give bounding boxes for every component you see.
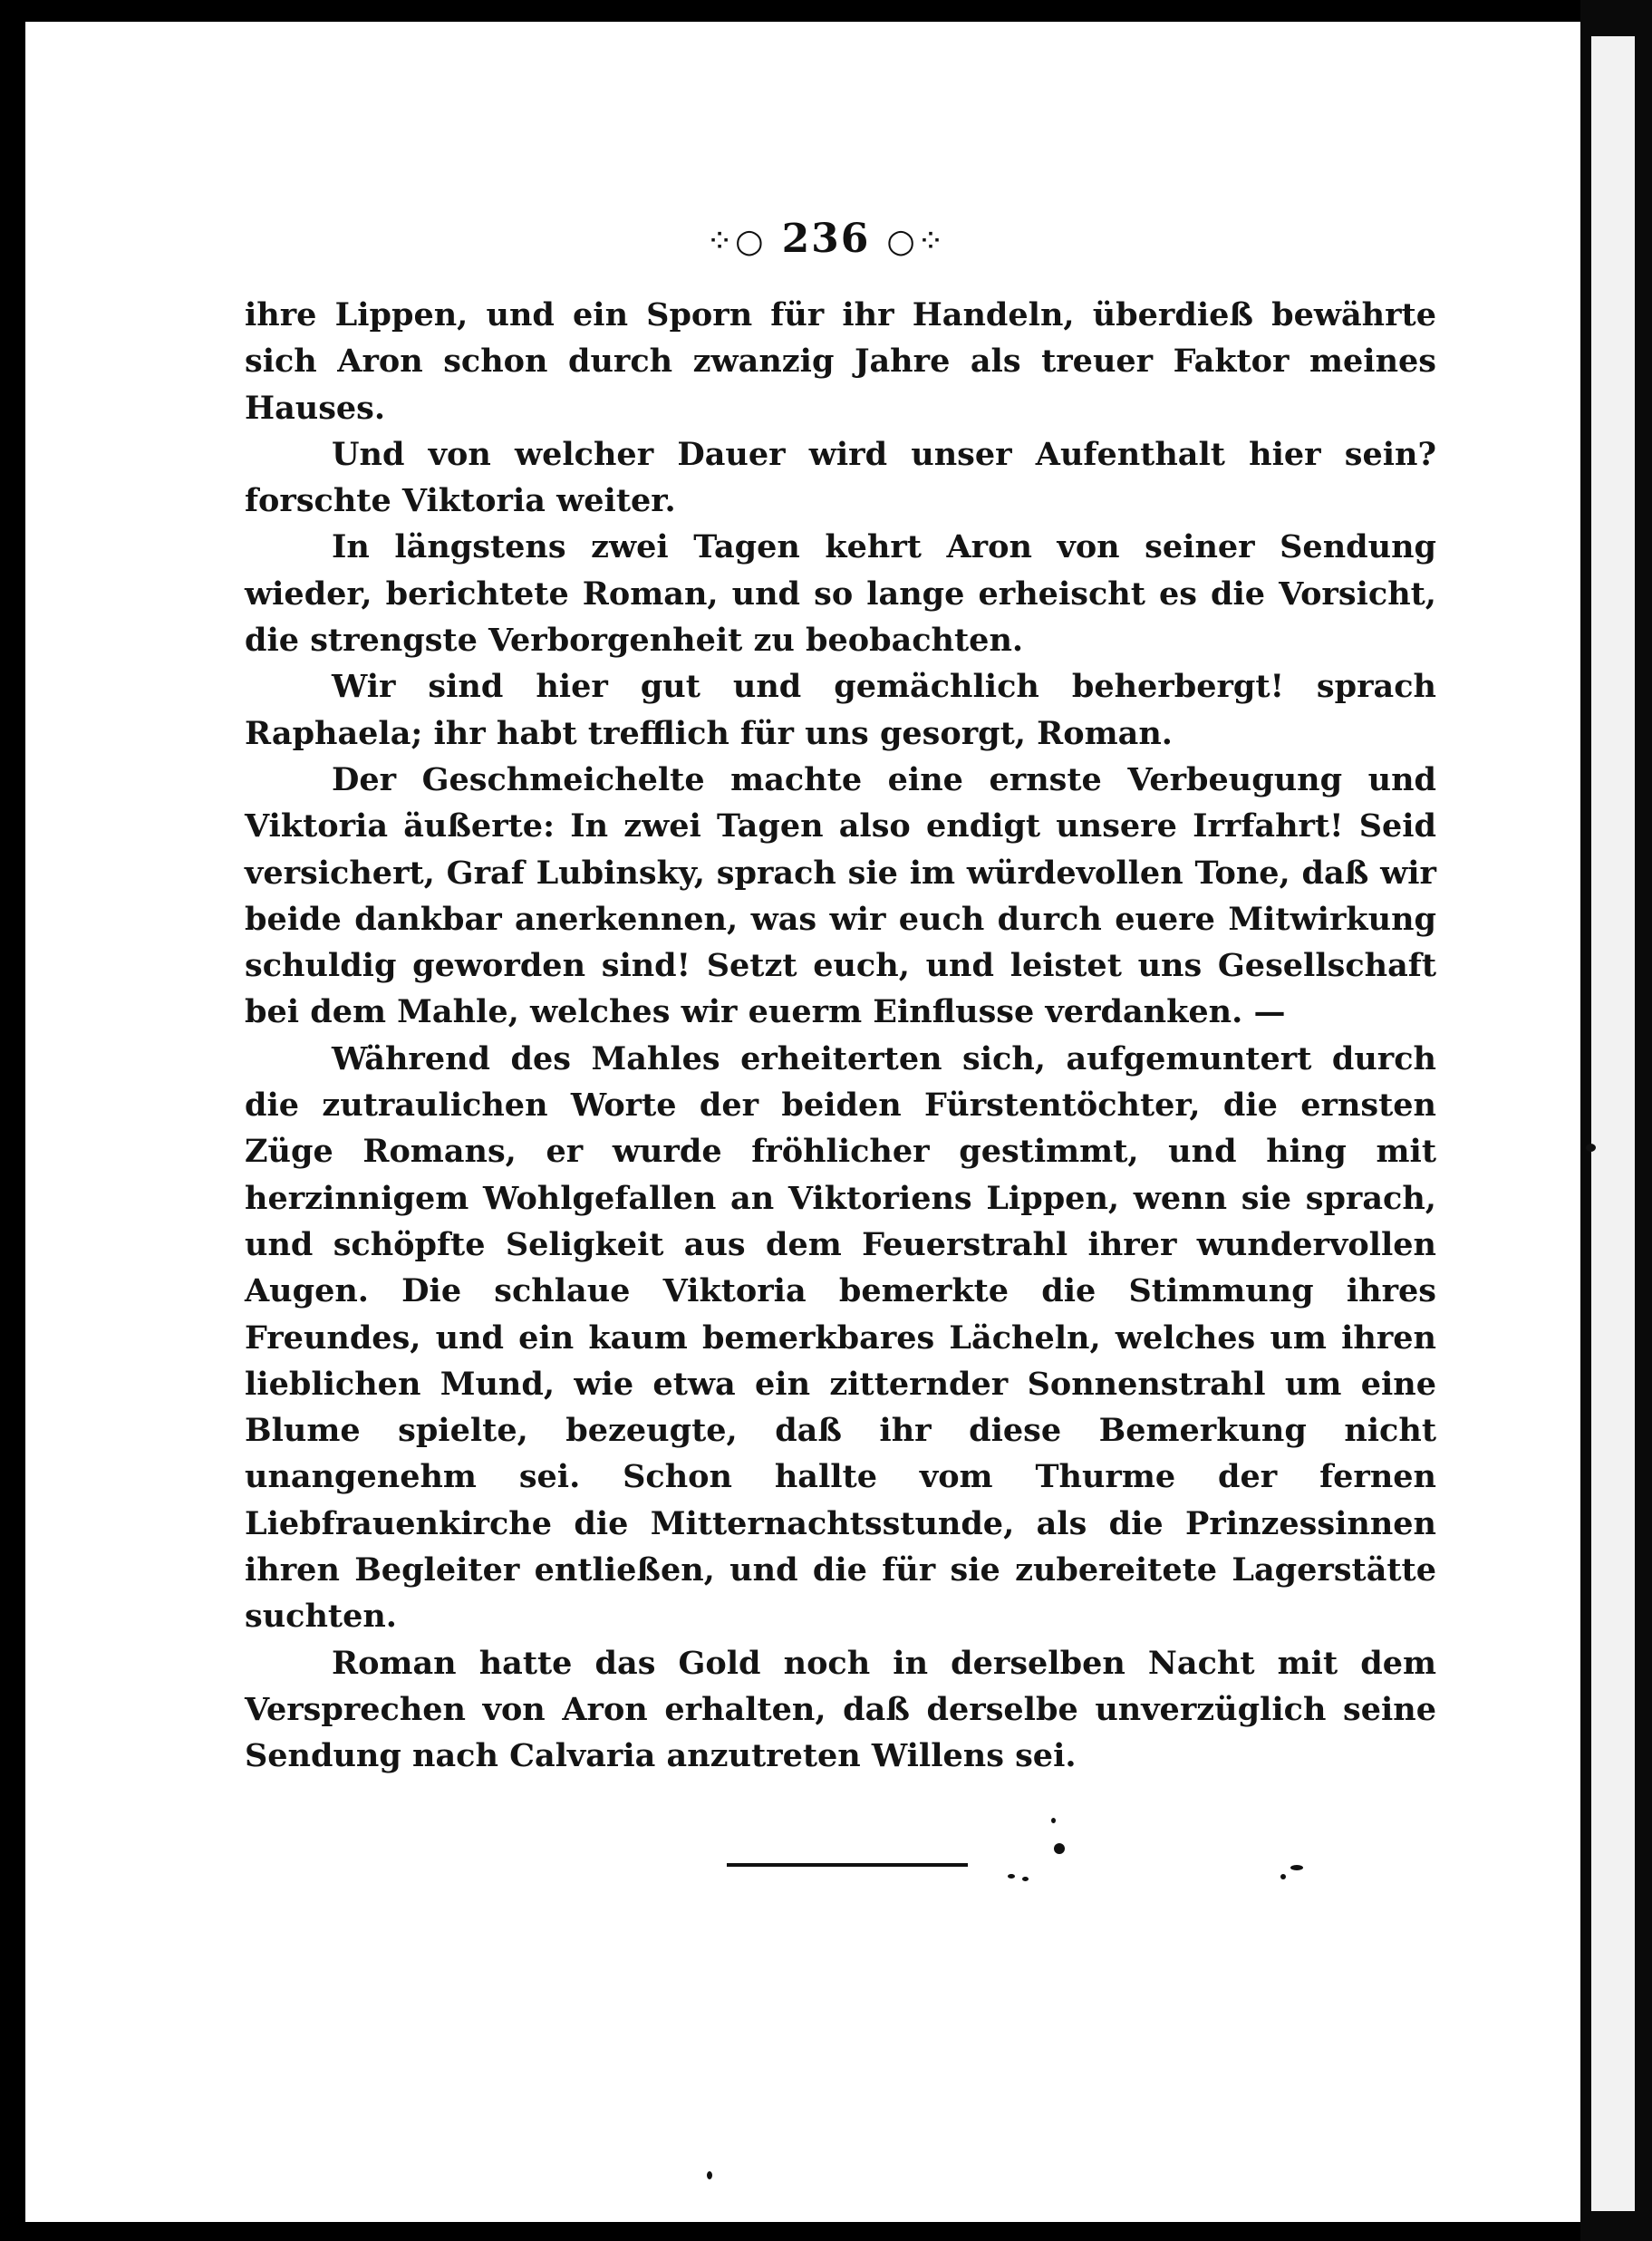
paragraph-5: Der Geschmeichelte machte eine ernste Verbeugung und Viktoria äußerte: In zwei Tagen also endigt unsere Irrfahrt! Seid versichert, Graf Lubinsky, sprach sie im würdevollen Tone, daß wir beide dankbar anerkennen, was wir euch durch euere Mitwirkung schuldig geworden sind! Setzt euch, und leistet uns Gesellschaft bei dem Mahle, welches wir euerm Einflusse verdanken. — [245,760,1436,1031]
ink-speck [1022,1877,1029,1881]
end-rule [727,1863,968,1867]
paragraph-3: In längstens zwei Tagen kehrt Aron von seiner Sendung wieder, berichtete Roman, und so lange erheischt es die Vorsicht, die strengste Verborgenheit zu beobachten. [245,528,1436,660]
paragraph-1: ihre Lippen, und ein Sporn für ihr Handeln, überdieß bewährte sich Aron schon durch zwanzig Jahre als treuer Faktor meines Hauses. [245,296,1436,427]
ink-speck [1008,1874,1015,1879]
paragraph-4: Wir sind hier gut und gemächlich beherbergt! sprach Raphaela; ihr habt trefflich für uns gesorgt, Roman. [245,668,1436,752]
ornament-right: ○⁘ [886,223,946,260]
ink-speck [1280,1874,1286,1879]
body-text [245,292,1436,1780]
adjacent-page-edge [1591,36,1635,2211]
ink-speck [707,2171,712,2179]
ink-speck [1051,1818,1056,1823]
paragraph-6: Während des Mahles erheiterten sich, aufgemuntert durch die zutraulichen Worte der beiden Fürstentöchter, die ernsten Züge Romans, er wurde fröhlicher gestimmt, und hing mit herzinnigem Wohlgefallen an Viktoriens Lippen, wenn sie sprach, und schöpfte Seligkeit aus dem Feuerstrahl ihrer wundervollen Augen. Die schlaue Viktoria bemerkte die Stimmung ihres Freundes, und ein kaum bemerkbares Lächeln, welches um ihren lieblichen Mund, wie etwa ein zitternder Sonnenstrahl um eine Blume spielte, bezeugte, daß ihr diese Bemerkung nicht unangenehm sei. Schon hallte vom Thurme der fernen Liebfrauenkirche die Mitternachtsstunde, als die Prinzessinnen ihren Begleiter entließen, und die für sie zubereitete Lagerstätte suchten. [245,1039,1436,1636]
ink-speck [1290,1865,1303,1870]
page-header [0,216,1652,262]
paragraph-2: Und von welcher Dauer wird unser Aufenthalt hier sein? forschte Viktoria weiter. [245,435,1436,520]
ink-speck [1586,1144,1596,1152]
paragraph-7: Roman hatte das Gold noch in derselben Nacht mit dem Versprechen von Aron erhalten, daß derselbe unverzüglich seine Sendung nach Calvaria anzutreten Willens sei. [245,1644,1436,1775]
ornament-left: ⁘○ [705,223,766,260]
page-number: 236 [781,216,871,262]
ink-speck [1054,1843,1065,1854]
